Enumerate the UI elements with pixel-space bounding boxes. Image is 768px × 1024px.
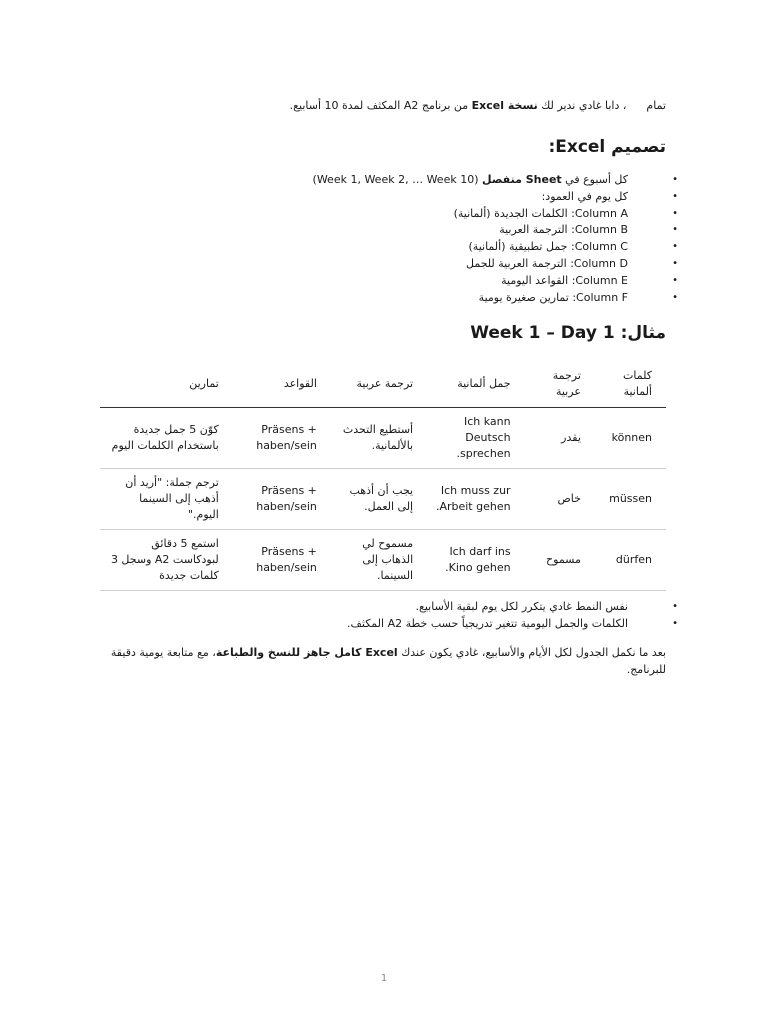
closing-paragraph: بعد ما نكمل الجدول لكل الأيام والأسابيع، غادي يكون عندك Excel كامل جاهز للنسخ والطباعة، مع متابعة يومية دقيقة للبرنامج. [110, 646, 666, 676]
cell-exercise: كوّن 5 جمل جديدة باستخدام الكلمات اليوم [100, 408, 233, 469]
table-header-row [100, 362, 666, 408]
intro-bold: نسخة Excel [471, 99, 538, 112]
week1-day1-table [100, 362, 666, 591]
header-sentence-translation: ترجمة عربية [331, 362, 427, 408]
cell-sentence: Ich darf ins Kino gehen. [427, 530, 524, 591]
intro-ok: تمام [646, 99, 666, 112]
header-exercises: تمارين [100, 362, 233, 408]
bullet-item: • Column F: تمارين صغيرة يومية [100, 290, 666, 307]
example-heading: مثال: Week 1 – Day 1 [470, 323, 666, 343]
cell-sentence-translation: يجب أن أذهب إلى العمل. [331, 469, 427, 530]
bullet-item: • نفس النمط غادي يتكرر لكل يوم لبقية الأسابيع. [100, 599, 666, 616]
cell-translation: خاص [525, 469, 595, 530]
cell-grammar: Präsens + haben/sein [233, 469, 331, 530]
page-number: 1 [380, 973, 388, 984]
intro-paragraph [100, 98, 666, 114]
bullet-item: • كل يوم في العمود: [100, 189, 666, 206]
bullet-item: • Column B: الترجمة العربية [100, 222, 666, 239]
design-heading: تصميم Excel: [548, 137, 666, 157]
header-german-sentences: جمل ألمانية [427, 362, 524, 408]
cell-grammar: Präsens + haben/sein [233, 530, 331, 591]
table-row [100, 469, 666, 530]
cell-translation: مسموح [525, 530, 595, 591]
intro-text-after: من برنامج A2 المكثف لمدة 10 أسابيع. [289, 99, 469, 112]
design-bullet-list [100, 172, 666, 306]
cell-exercise: ترجم جملة: "أريد أن أذهب إلى السينما اليوم." [100, 469, 233, 530]
cell-grammar: Präsens + haben/sein [233, 408, 331, 469]
bullet-item: • Column E: القواعد اليومية [100, 273, 666, 290]
cell-translation: يقدر [525, 408, 595, 469]
cell-sentence-translation: مسموح لي الذهاب إلى السينما. [331, 530, 427, 591]
bullet-item: • Column C: جمل تطبيقية (ألمانية) [100, 239, 666, 256]
intro-comma: ، [622, 99, 627, 112]
bullet-item: • Column A: الكلمات الجديدة (ألمانية) [100, 206, 666, 223]
intro-text-before: دابا غادي ندير لك [541, 99, 620, 112]
header-grammar: القواعد [233, 362, 331, 408]
bullet-item: • كل أسبوع في Sheet منفصل (Week 1, Week 2, … Week 10) [100, 172, 666, 189]
cell-exercise: استمع 5 دقائق لبودكاست A2 وسجل 3 كلمات جديدة [100, 530, 233, 591]
notes-bullet-list [100, 599, 666, 633]
cell-sentence: Ich kann Deutsch sprechen. [427, 408, 524, 469]
header-german-words: كلمات ألمانية [595, 362, 666, 408]
table-row [100, 530, 666, 591]
cell-word: müssen [595, 469, 666, 530]
bullet-item: • Column D: الترجمة العربية للجمل [100, 256, 666, 273]
cell-word: dürfen [595, 530, 666, 591]
bullet-item: • الكلمات والجمل اليومية تتغير تدريجياً حسب خطة A2 المكثف. [100, 616, 666, 633]
cell-sentence-translation: أستطيع التحدث بالألمانية. [331, 408, 427, 469]
header-arabic-translation: ترجمة عربية [525, 362, 595, 408]
table-row [100, 408, 666, 469]
cell-word: können [595, 408, 666, 469]
cell-sentence: Ich muss zur Arbeit gehen. [427, 469, 524, 530]
document-page [100, 0, 666, 1024]
